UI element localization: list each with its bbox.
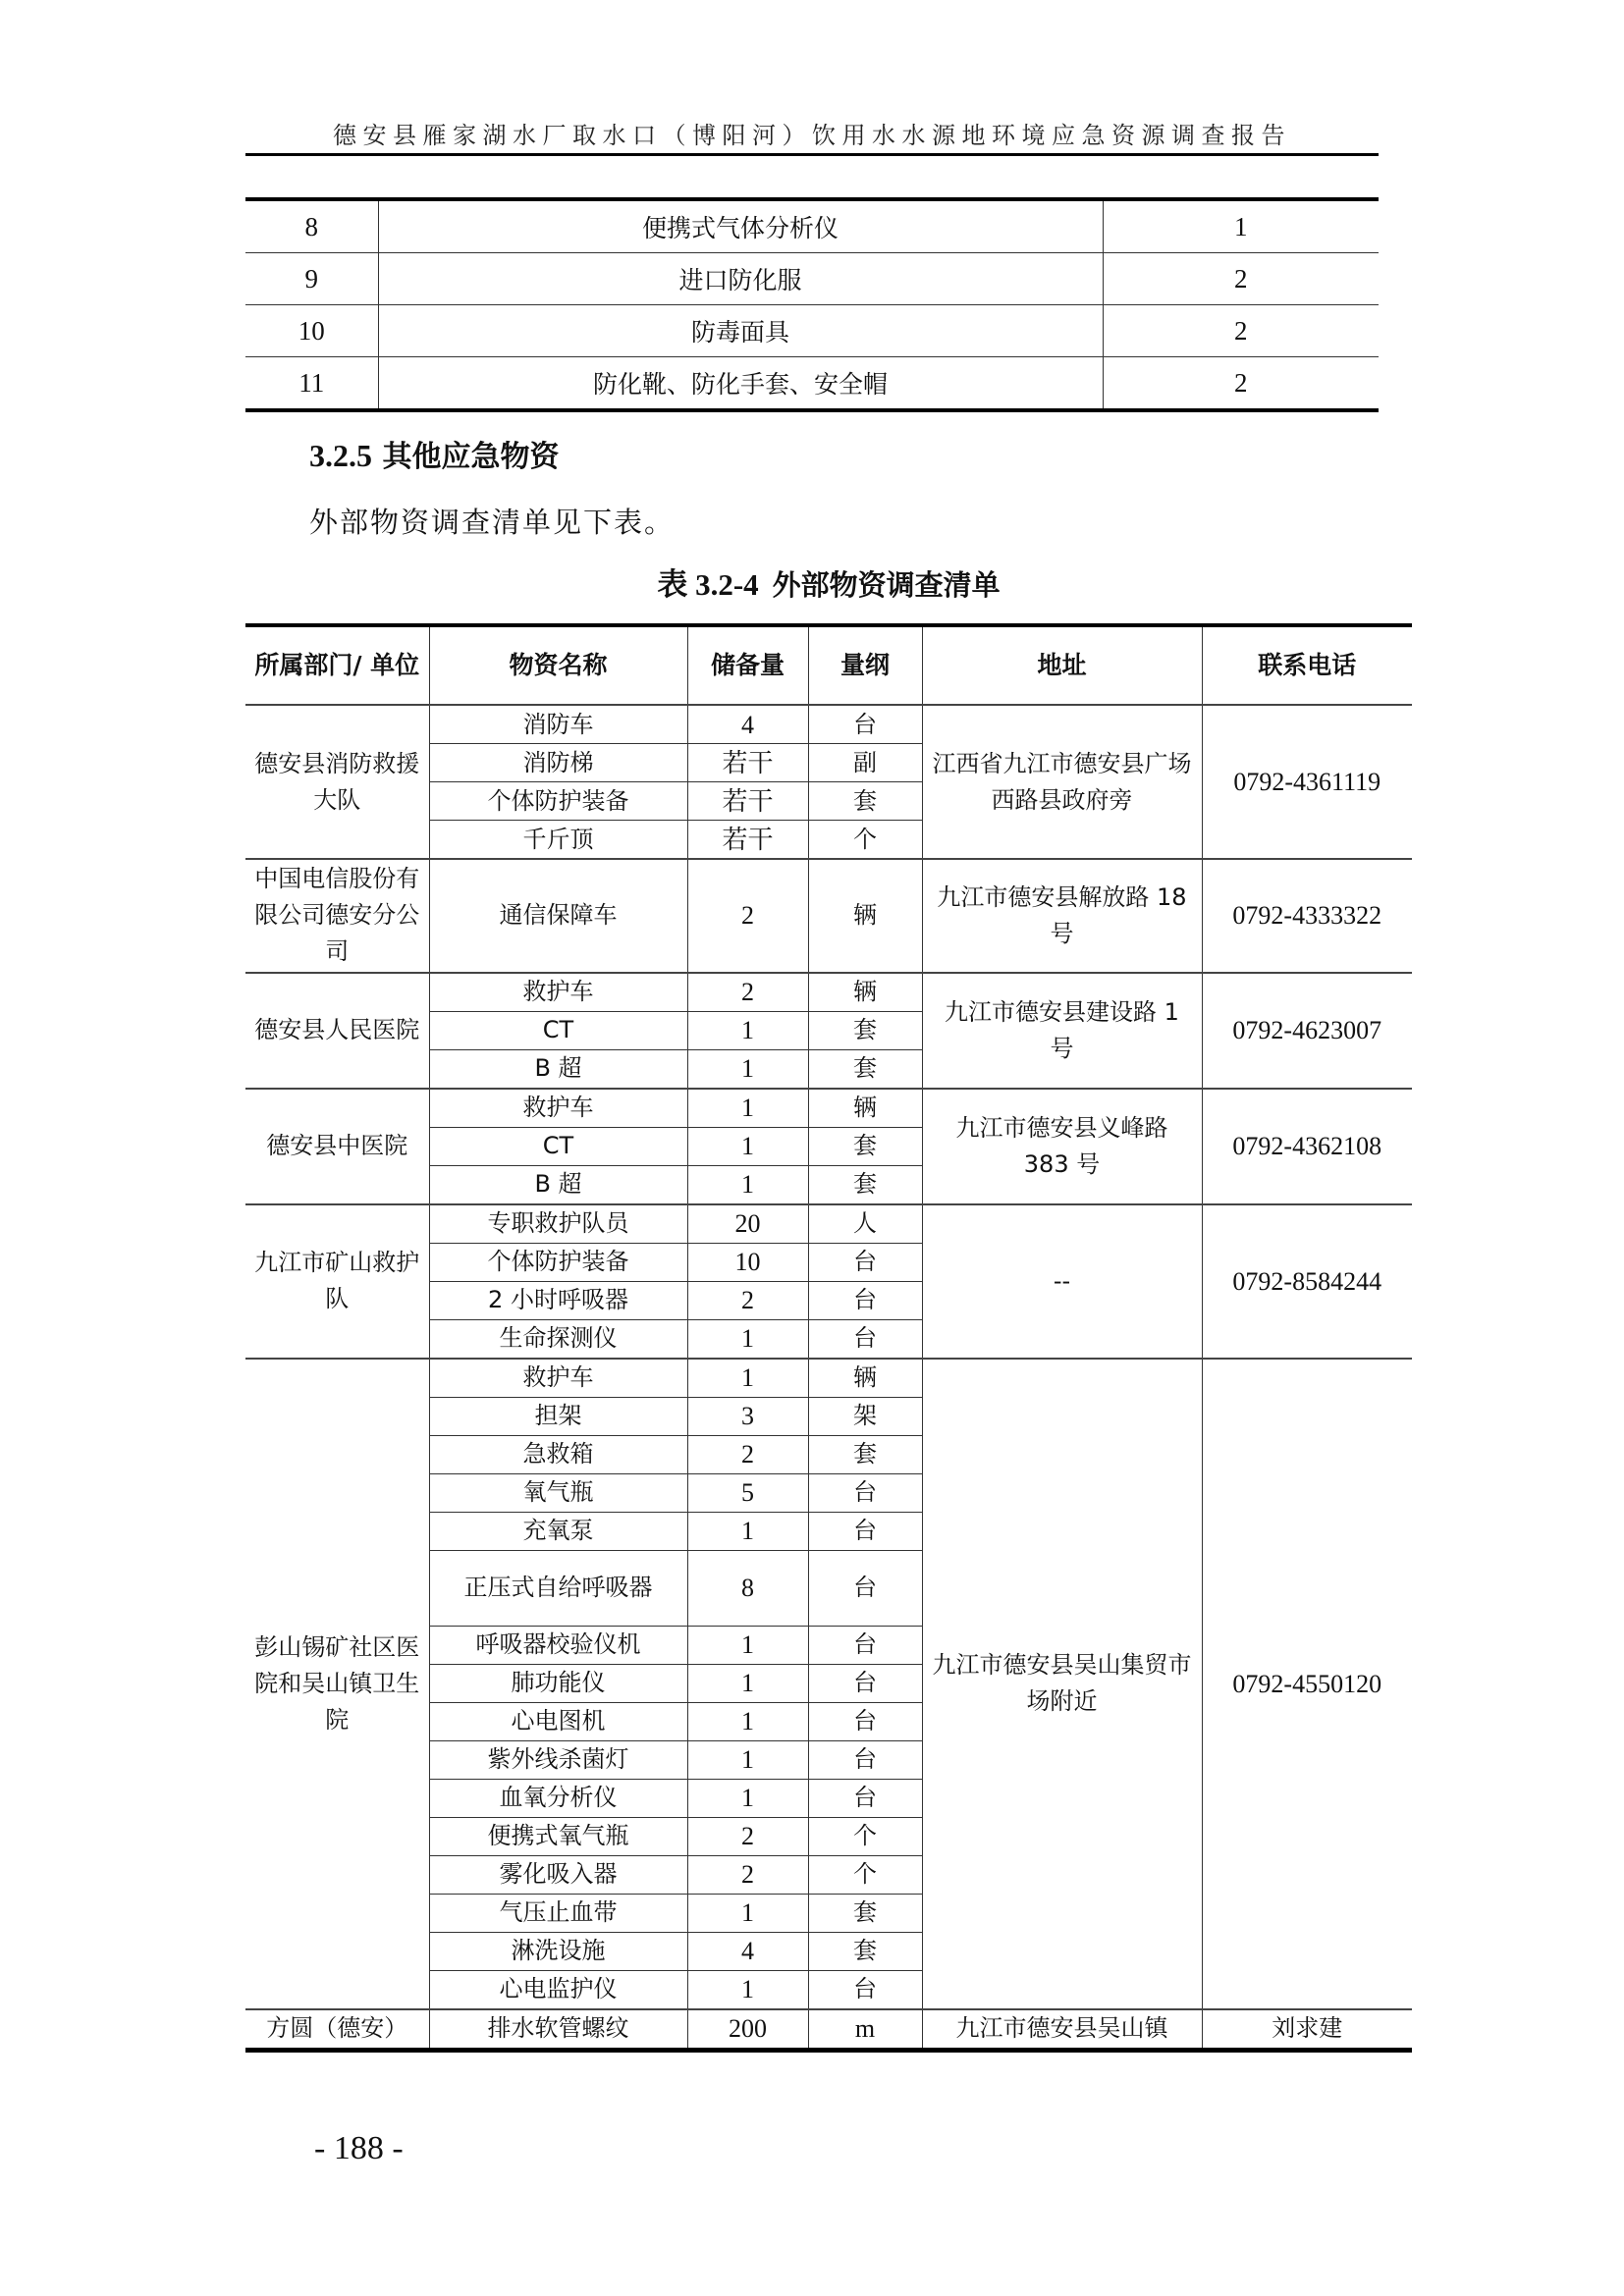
item-name-cell: 气压止血带 xyxy=(429,1894,687,1932)
quantity-cell: 1 xyxy=(687,1779,808,1817)
column-header-phone: 联系电话 xyxy=(1202,625,1412,705)
quantity-cell: 3 xyxy=(687,1397,808,1435)
item-name-cell: 生命探测仪 xyxy=(429,1319,687,1359)
item-name: 防毒面具 xyxy=(378,305,1103,357)
row-number: 8 xyxy=(304,211,318,241)
measure-cell: 台 xyxy=(808,1970,922,2009)
address-cell: 九江市德安县吴山镇 xyxy=(922,2009,1202,2051)
item-name-cell: 消防梯 xyxy=(429,744,687,782)
item-name-cell: 心电图机 xyxy=(429,1702,687,1740)
measure-cell: 个 xyxy=(808,1817,922,1855)
item-name-cell: 淋洗设施 xyxy=(429,1932,687,1970)
phone-cell: 0792-8584244 xyxy=(1202,1204,1412,1359)
measure-cell: 台 xyxy=(808,1626,922,1664)
table-header-row xyxy=(245,625,1412,705)
phone-cell: 0792-4550120 xyxy=(1202,1359,1412,2009)
section-heading xyxy=(309,432,559,475)
item-name-cell: 心电监护仪 xyxy=(429,1970,687,2009)
quantity-cell: 1 xyxy=(687,1894,808,1932)
item-name-cell: 呼吸器校验仪机 xyxy=(429,1626,687,1664)
column-header-quantity: 储备量 xyxy=(687,625,808,705)
item-name-cell: 千斤顶 xyxy=(429,821,687,860)
section-title: 其他应急物资 xyxy=(382,440,560,474)
quantity-cell: 2 xyxy=(687,1817,808,1855)
quantity-cell: 1 xyxy=(687,1702,808,1740)
item-name: 进口防化服 xyxy=(378,253,1103,305)
quantity-cell: 1 xyxy=(687,1626,808,1664)
phone-cell: 0792-4361119 xyxy=(1202,705,1412,859)
quantity-cell: 1 xyxy=(687,1011,808,1049)
item-quantity: 1 xyxy=(1103,199,1379,253)
measure-cell: 辆 xyxy=(808,1359,922,1398)
address-cell: 江西省九江市德安县广场西路县政府旁 xyxy=(922,705,1202,859)
quantity-cell: 1 xyxy=(687,1664,808,1702)
measure-cell: 个 xyxy=(808,821,922,860)
phone-cell: 0792-4333322 xyxy=(1202,859,1412,973)
table-row xyxy=(245,1359,1412,1398)
unit-cell: 中国电信股份有限公司德安分公司 xyxy=(245,859,429,973)
item-name-cell: CT xyxy=(429,1127,687,1165)
quantity-cell: 2 xyxy=(687,1281,808,1319)
quantity-cell: 1 xyxy=(687,1319,808,1359)
item-name-cell: 救护车 xyxy=(429,1359,687,1398)
quantity-cell: 1 xyxy=(687,1970,808,2009)
measure-cell: 个 xyxy=(808,1855,922,1894)
page-number: - 188 - xyxy=(314,2130,404,2166)
measure-cell: 套 xyxy=(808,1932,922,1970)
item-name-cell: 消防车 xyxy=(429,705,687,744)
quantity-cell: 若干 xyxy=(687,744,808,782)
row-number: 9 xyxy=(245,253,378,305)
table-row xyxy=(245,1204,1412,1244)
quantity-cell: 1 xyxy=(687,1089,808,1128)
item-name-cell: 正压式自给呼吸器 xyxy=(429,1550,687,1626)
quantity-cell: 200 xyxy=(687,2009,808,2051)
quantity-cell: 8 xyxy=(687,1550,808,1626)
measure-cell: 台 xyxy=(808,1243,922,1281)
quantity-cell: 4 xyxy=(687,705,808,744)
column-header-item-name: 物资名称 xyxy=(429,625,687,705)
item-name-cell: CT xyxy=(429,1011,687,1049)
table-row xyxy=(245,305,1379,357)
quantity-cell: 5 xyxy=(687,1473,808,1512)
quantity-cell: 4 xyxy=(687,1932,808,1970)
column-header-measure: 量纲 xyxy=(808,625,922,705)
measure-cell: 套 xyxy=(808,1049,922,1089)
column-header-address: 地址 xyxy=(922,625,1202,705)
measure-cell: m xyxy=(808,2009,922,2051)
quantity-cell: 1 xyxy=(687,1740,808,1779)
unit-cell: 彭山锡矿社区医院和吴山镇卫生院 xyxy=(245,1359,429,2009)
table-row xyxy=(245,859,1412,973)
item-name-cell: 便携式氧气瓶 xyxy=(429,1817,687,1855)
table-row xyxy=(245,2009,1412,2051)
quantity-cell: 1 xyxy=(687,1049,808,1089)
equipment-table-continued xyxy=(245,197,1379,412)
item-name: 防化靴、防化手套、安全帽 xyxy=(378,357,1103,411)
measure-cell: 架 xyxy=(808,1397,922,1435)
phone-cell: 刘求建 xyxy=(1202,2009,1412,2051)
measure-cell: 套 xyxy=(808,1127,922,1165)
measure-cell: 辆 xyxy=(808,1089,922,1128)
table-row xyxy=(245,199,1379,253)
item-quantity: 2 xyxy=(1103,253,1379,305)
quantity-cell: 1 xyxy=(687,1165,808,1204)
table-row xyxy=(245,357,1379,411)
measure-cell: 台 xyxy=(808,1281,922,1319)
section-number: 3.2.5 xyxy=(309,438,372,473)
row-number: 10 xyxy=(245,305,378,357)
document-header-title: 德安县雁家湖水厂取水口（博阳河）饮用水水源地环境应急资源调查报告 xyxy=(333,122,1291,149)
header-rule xyxy=(245,153,1379,156)
measure-cell: 台 xyxy=(808,705,922,744)
item-name-cell: 个体防护装备 xyxy=(429,782,687,821)
measure-cell: 套 xyxy=(808,1894,922,1932)
measure-cell: 台 xyxy=(808,1702,922,1740)
measure-cell: 台 xyxy=(808,1779,922,1817)
address-cell: 九江市德安县义峰路 383 号 xyxy=(922,1089,1202,1204)
item-name-cell: 氧气瓶 xyxy=(429,1473,687,1512)
address-cell: 九江市德安县吴山集贸市场附近 xyxy=(922,1359,1202,2009)
item-name-cell: 个体防护装备 xyxy=(429,1243,687,1281)
address-cell: -- xyxy=(922,1204,1202,1359)
measure-cell: 台 xyxy=(808,1319,922,1359)
item-name-cell: 2 小时呼吸器 xyxy=(429,1281,687,1319)
table-caption-number: 表 3.2-4 xyxy=(657,567,759,602)
table-row xyxy=(245,1089,1412,1128)
external-supplies-table xyxy=(245,623,1412,2053)
unit-cell: 德安县消防救援大队 xyxy=(245,705,429,859)
table-row xyxy=(245,705,1412,744)
measure-cell: 台 xyxy=(808,1664,922,1702)
measure-cell: 台 xyxy=(808,1550,922,1626)
measure-cell: 台 xyxy=(808,1740,922,1779)
quantity-cell: 若干 xyxy=(687,782,808,821)
measure-cell: 套 xyxy=(808,782,922,821)
quantity-cell: 20 xyxy=(687,1204,808,1244)
table-row xyxy=(245,253,1379,305)
unit-cell: 方圆（德安） xyxy=(245,2009,429,2051)
item-quantity: 2 xyxy=(1103,305,1379,357)
quantity-cell: 2 xyxy=(687,1855,808,1894)
table-caption-title: 外部物资调查清单 xyxy=(772,568,1001,602)
quantity-cell: 2 xyxy=(687,973,808,1012)
unit-cell: 德安县中医院 xyxy=(245,1089,429,1204)
item-name-cell: 充氧泵 xyxy=(429,1512,687,1550)
row-number: 11 xyxy=(245,357,378,411)
quantity-cell: 2 xyxy=(687,859,808,973)
quantity-cell: 2 xyxy=(687,1435,808,1473)
quantity-cell: 1 xyxy=(687,1359,808,1398)
measure-cell: 人 xyxy=(808,1204,922,1244)
column-header-unit: 所属部门/ 单位 xyxy=(245,625,429,705)
quantity-cell: 10 xyxy=(687,1243,808,1281)
quantity-cell: 1 xyxy=(687,1127,808,1165)
item-name-cell: 血氧分析仪 xyxy=(429,1779,687,1817)
measure-cell: 辆 xyxy=(808,973,922,1012)
quantity-cell: 1 xyxy=(687,1512,808,1550)
measure-cell: 台 xyxy=(808,1473,922,1512)
unit-cell: 九江市矿山救护队 xyxy=(245,1204,429,1359)
item-name: 便携式气体分析仪 xyxy=(378,199,1103,253)
item-name-cell: 紫外线杀菌灯 xyxy=(429,1740,687,1779)
measure-cell: 台 xyxy=(808,1512,922,1550)
unit-cell: 德安县人民医院 xyxy=(245,973,429,1089)
address-cell: 九江市德安县建设路 1 号 xyxy=(922,973,1202,1089)
item-name-cell: 肺功能仪 xyxy=(429,1664,687,1702)
measure-cell: 辆 xyxy=(808,859,922,973)
address-cell: 九江市德安县解放路 18 号 xyxy=(922,859,1202,973)
item-name-cell: 担架 xyxy=(429,1397,687,1435)
item-name-cell: B 超 xyxy=(429,1165,687,1204)
measure-cell: 套 xyxy=(808,1011,922,1049)
item-name-cell: 排水软管螺纹 xyxy=(429,2009,687,2051)
measure-cell: 套 xyxy=(808,1435,922,1473)
item-name-cell: 专职救护队员 xyxy=(429,1204,687,1244)
phone-cell: 0792-4362108 xyxy=(1202,1089,1412,1204)
measure-cell: 套 xyxy=(808,1165,922,1204)
item-name-cell: 急救箱 xyxy=(429,1435,687,1473)
item-name-cell: 雾化吸入器 xyxy=(429,1855,687,1894)
phone-cell: 0792-4623007 xyxy=(1202,973,1412,1089)
table-row xyxy=(245,973,1412,1012)
body-paragraph: 外部物资调查清单见下表。 xyxy=(309,506,676,539)
quantity-cell: 若干 xyxy=(687,821,808,860)
item-name-cell: 通信保障车 xyxy=(429,859,687,973)
item-name-cell: B 超 xyxy=(429,1049,687,1089)
item-name-cell: 救护车 xyxy=(429,1089,687,1128)
item-name-cell: 救护车 xyxy=(429,973,687,1012)
measure-cell: 副 xyxy=(808,744,922,782)
item-quantity: 2 xyxy=(1103,357,1379,411)
table-caption xyxy=(245,560,1412,604)
